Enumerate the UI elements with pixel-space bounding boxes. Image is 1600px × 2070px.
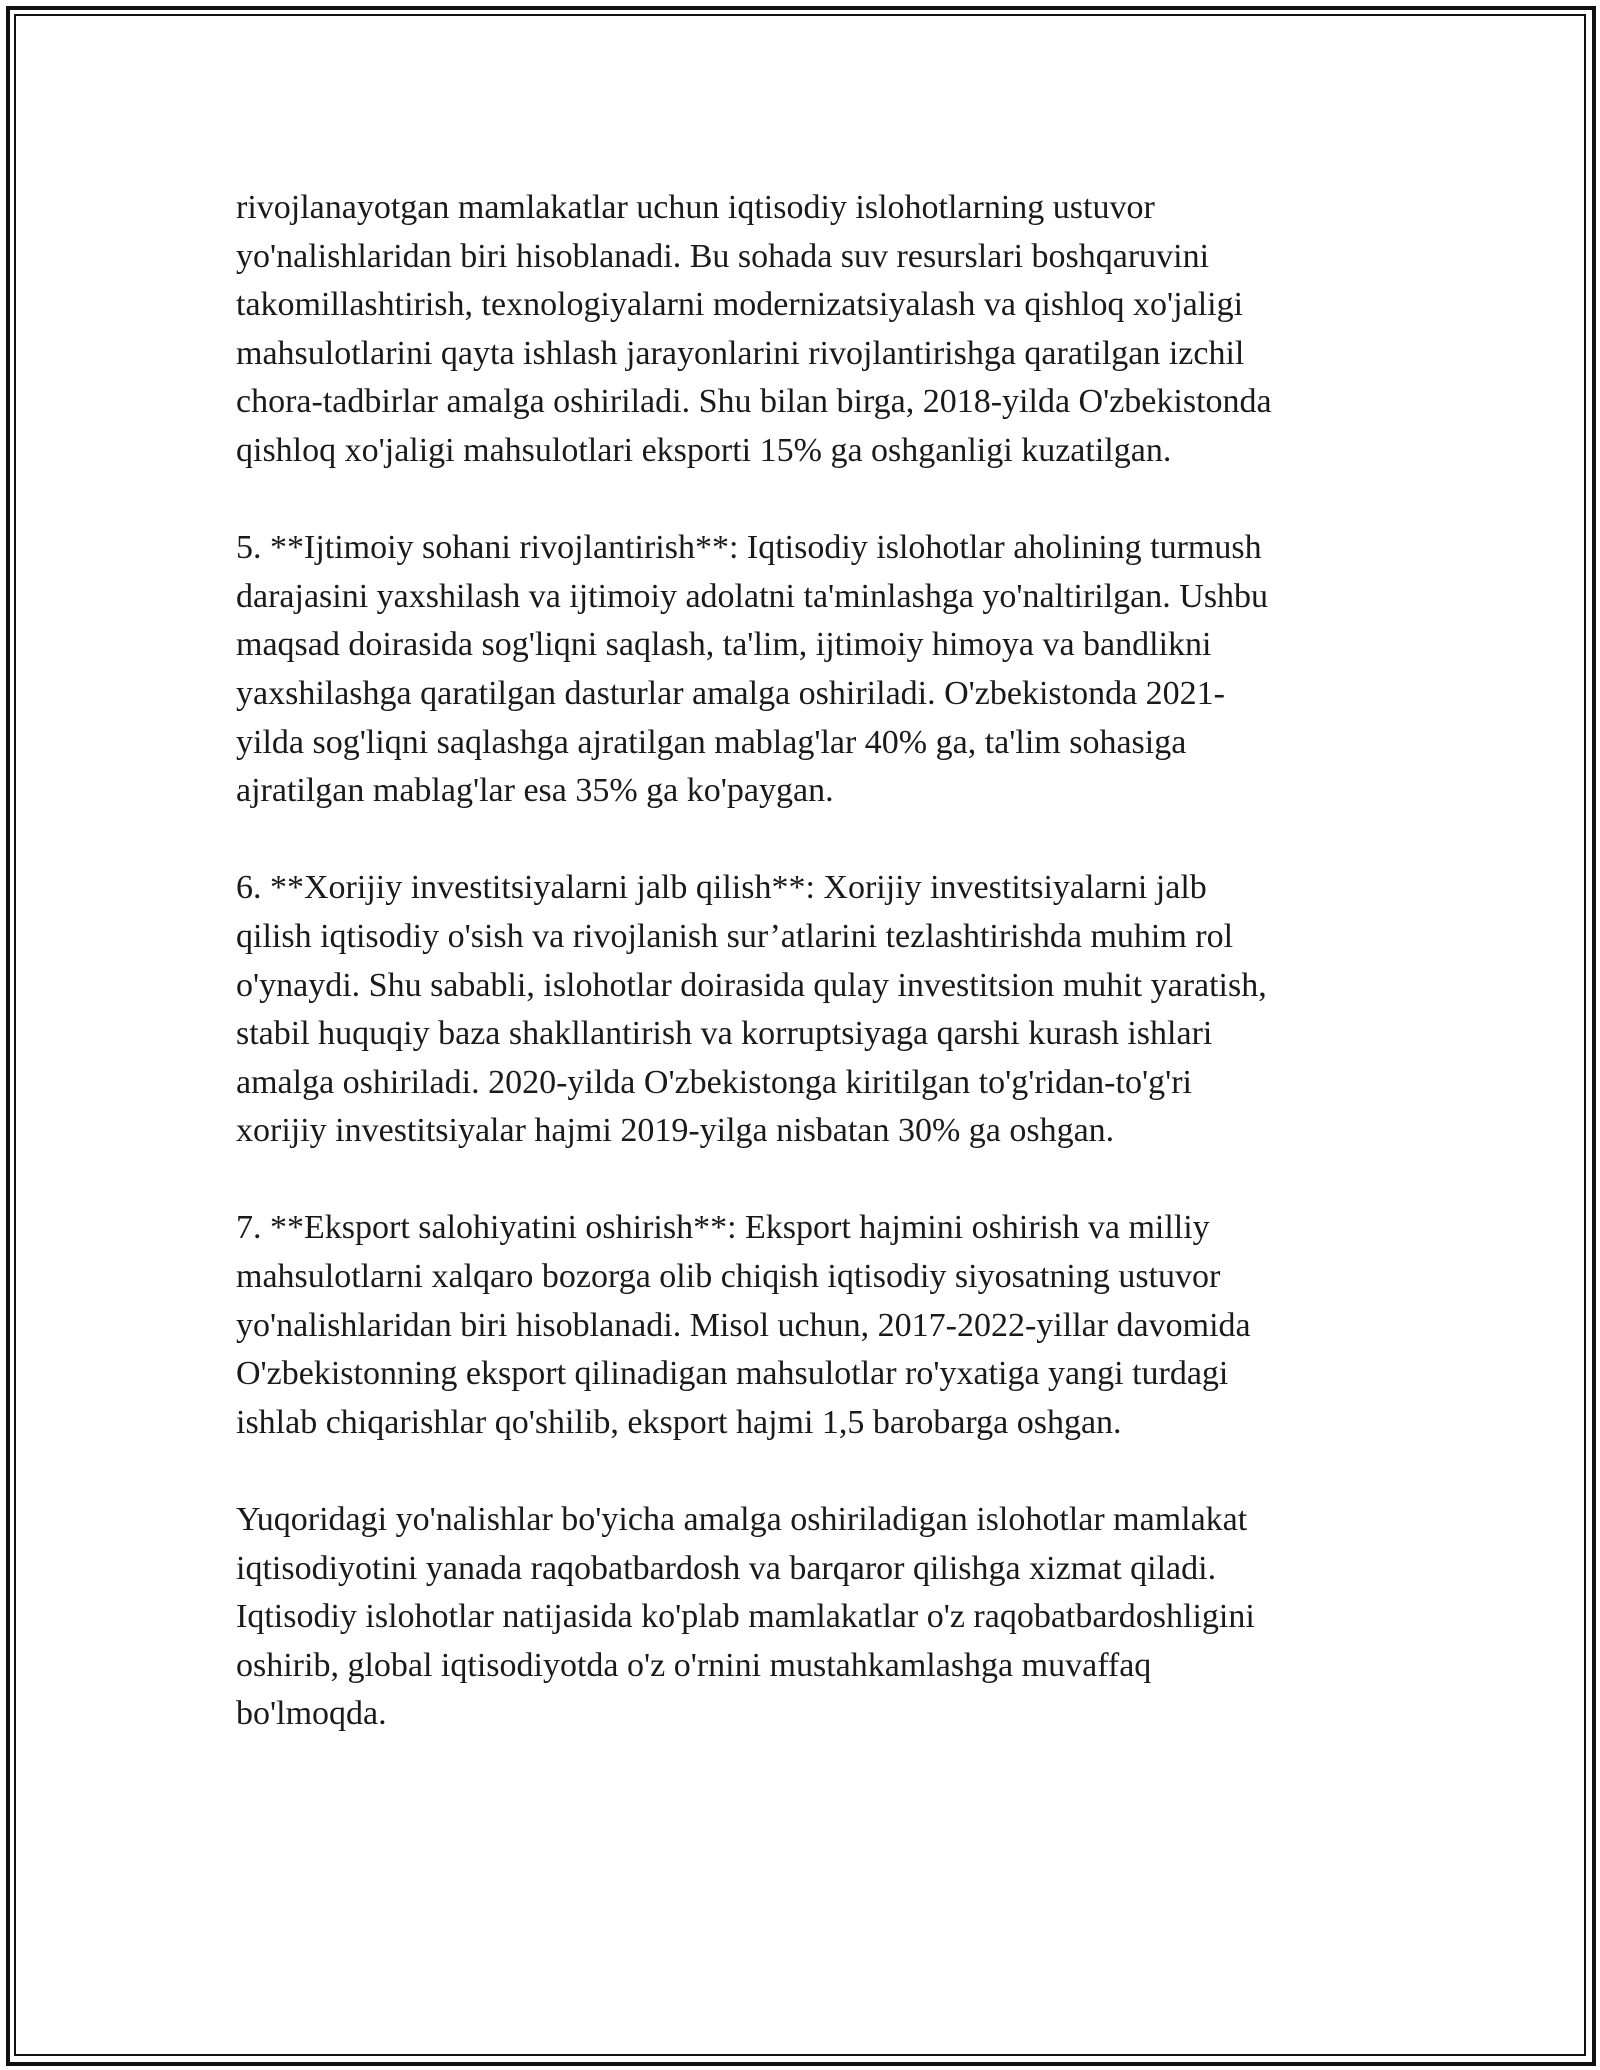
paragraph-agriculture-continuation: rivojlanayotgan mamlakatlar uchun iqtisodiy islohotlarning ustuvor yo'nalishlaridan biri hisoblanadi. Bu sohada suv resurslari boshqaruvini takomillashtirish, texnologiyalarni modernizatsiyalash va qishloq xo'jaligi mahsulotlarini qayta ishlash jarayonlarini rivojlantirishga qaratilgan izchil chora-tadbirlar amalga oshiriladi. Shu bilan birga, 2018-yilda O'zbekistonda qishloq xo'jaligi mahsulotlari eksporti 15% ga oshganligi kuzatilgan. xyxy=(236,189,1272,469)
paragraph-export-potential: 7. **Eksport salohiyatini oshirish**: Eksport hajmini oshirish va milliy mahsulotlarni xalqaro bozorga olib chiqish iqtisodiy siyosatning ustuvor yo'nalishlaridan biri hisoblanadi. Misol uchun, 2017-2022-yillar davomida O'zbekistonning eksport qilinadigan mahsulotlar ro'yxatiga yangi turdagi ishlab chiqarishlar qo'shilib, eksport hajmi 1,5 barobarga oshgan. xyxy=(236,1209,1251,1441)
paragraph-conclusion: Yuqoridagi yo'nalishlar bo'yicha amalga oshiriladigan islohotlar mamlakat iqtisodiyotini yanada raqobatbardosh va barqaror qilishga xizmat qiladi. Iqtisodiy islohotlar natijasida ko'plab mamlakatlar o'z raqobatbardoshligini oshirib, global iqtisodiyotda o'z o'rnini mustahkamlashga muvaffaq bo'lmoqda. xyxy=(236,1501,1255,1733)
document-body xyxy=(236,184,1366,1788)
paragraph-foreign-investment: 6. **Xorijiy investitsiyalarni jalb qilish**: Xorijiy investitsiyalarni jalb qilish iqtisodiy o'sish va rivojlanish sur’atlarini tezlashtirishda muhim rol o'ynaydi. Shu sababli, islohotlar doirasida qulay investitsion muhit yaratish, stabil huquqiy baza shakllantirish va korruptsiyaga qarshi kurash ishlari amalga oshiriladi. 2020-yilda O'zbekistonga kiritilgan to'g'ridan-to'g'ri xorijiy investitsiyalar hajmi 2019-yilga nisbatan 30% ga oshgan. xyxy=(236,869,1267,1150)
paragraph-social-sector: 5. **Ijtimoiy sohani rivojlantirish**: Iqtisodiy islohotlar aholining turmush darajasini yaxshilash va ijtimoiy adolatni ta'minlashga yo'naltirilgan. Ushbu maqsad doirasida sog'liqni saqlash, ta'lim, ijtimoiy himoya va bandlikni yaxshilashga qaratilgan dasturlar amalga oshiriladi. O'zbekistonda 2021- yilda sog'liqni saqlashga ajratilgan mablag'lar 40% ga, ta'lim sohasiga ajratilgan mablag'lar esa 35% ga ko'paygan. xyxy=(236,529,1269,810)
